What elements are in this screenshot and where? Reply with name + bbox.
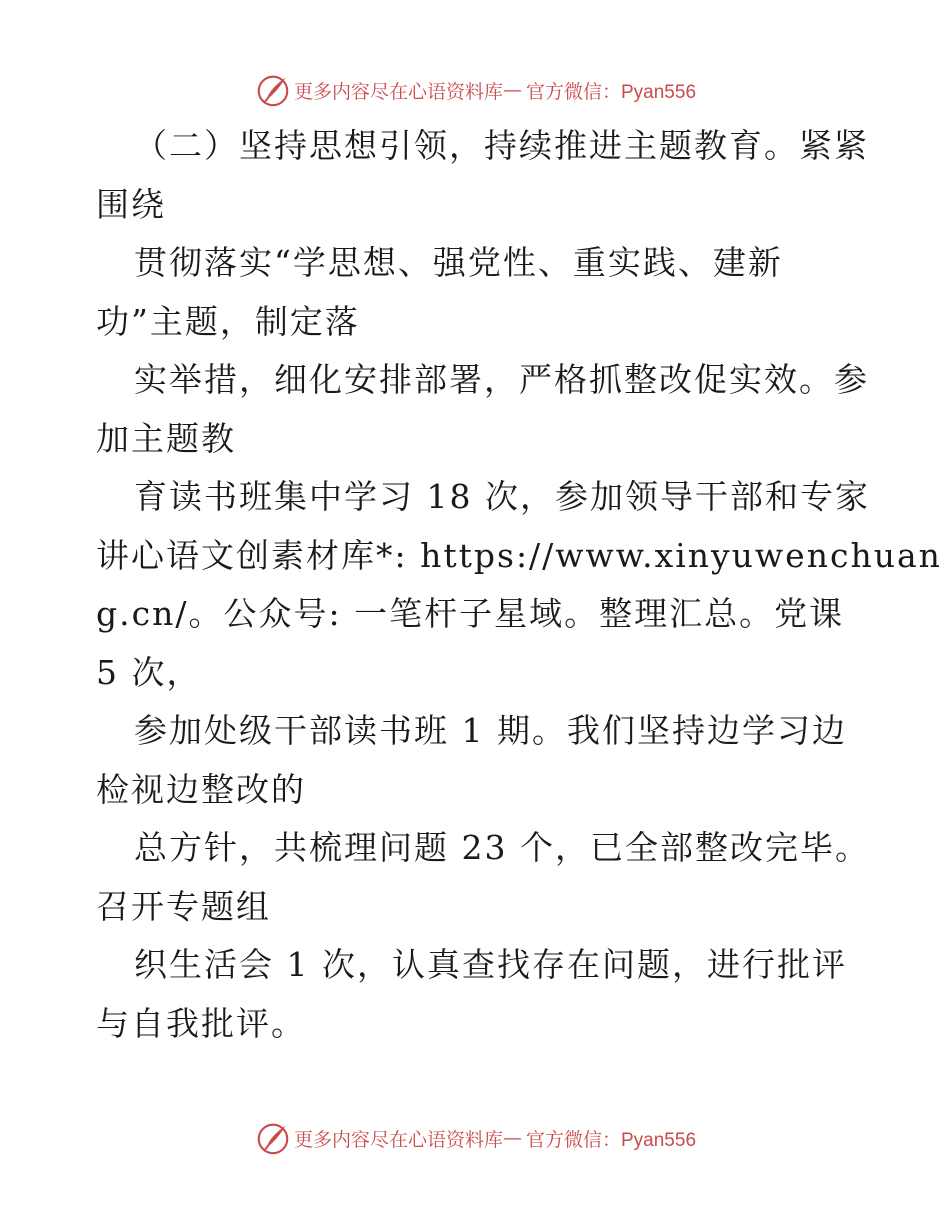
banner-title: 更多内容尽在心语资料库 [293,1128,503,1151]
quill-logo-icon [254,71,292,109]
banner-contact: 官方微信：Pyan556 [526,1129,697,1151]
text-line: 检视边整改的 [96,769,306,809]
text-line: 5 次， [96,652,202,692]
text-line: 围绕 [96,184,166,224]
text-line: 贯彻落实“学思想、强党性、重实践、建新 [134,243,783,282]
text-line: 召开专题组 [96,886,271,926]
quill-logo-icon [254,1119,292,1157]
text-line: 育读书班集中学习 18 次，参加领导干部和专家 [134,477,870,516]
footer-banner [0,1118,950,1158]
text-line: （二）坚持思想引领，持续推进主题教育。紧紧 [134,126,869,165]
text-line: 加主题教 [96,418,236,458]
banner-separator: — [503,79,522,101]
banner-title: 更多内容尽在心语资料库 [293,80,503,103]
text-line: 功”主题，制定落 [96,301,360,341]
text-line: 总方针，共梳理问题 23 个，已全部整改完毕。 [134,828,870,867]
text-line: 与自我批评。 [96,1003,306,1043]
text-line: g.cn/。公众号: 一笔杆子星域。整理汇总。党课 [96,594,845,633]
banner-contact: 官方微信：Pyan556 [526,81,697,103]
header-banner [0,70,950,110]
text-line: 织生活会 1 次，认真查找存在问题，进行批评 [134,945,847,984]
document-body [96,117,942,1053]
text-line: 讲心语文创素材库*: https://www.xinyuwenchuan [96,535,942,575]
text-line: 参加处级干部读书班 1 期。我们坚持边学习边 [134,711,847,750]
banner-separator: — [503,1127,522,1149]
text-line: 实举措，细化安排部署，严格抓整改促实效。参 [134,360,869,399]
